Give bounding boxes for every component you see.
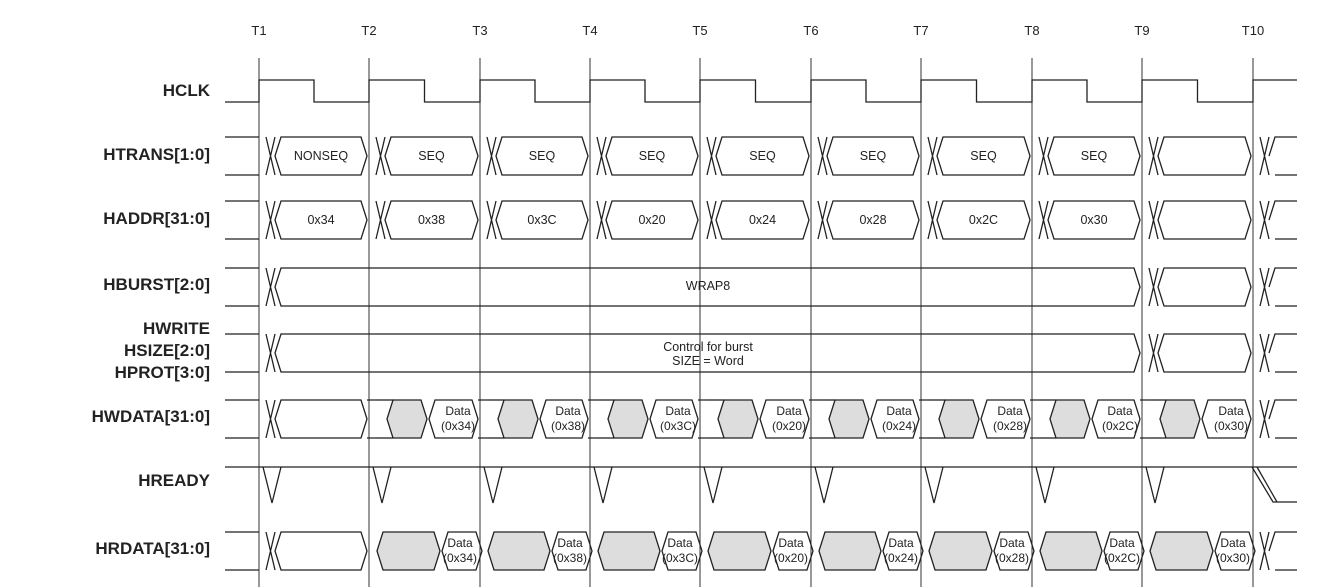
hready-pulse-4 — [594, 467, 612, 503]
hrdata-tail — [1269, 532, 1297, 570]
ctrl-x-9 — [1149, 334, 1158, 372]
bus-lead-in — [225, 137, 259, 175]
haddr-x-6 — [818, 201, 827, 239]
hclk-waveform — [225, 80, 1297, 102]
signal-labels — [92, 81, 211, 558]
ctrl-x-1 — [266, 334, 275, 372]
ctrl-value-line1: Control for burst — [663, 340, 753, 354]
label-haddr: HADDR[31:0] — [103, 209, 210, 228]
hready-pulse-3 — [484, 467, 502, 503]
hready-pulse-8 — [1036, 467, 1054, 503]
bus-lead-in — [225, 400, 259, 438]
haddr-x-1 — [266, 201, 275, 239]
time-label-t3: T3 — [472, 23, 488, 38]
hburst-x-10 — [1260, 268, 1269, 306]
hburst-idle — [1158, 268, 1251, 306]
hwdata-addr-7: (0x2C) — [1101, 419, 1139, 433]
hready-fall-edge — [1257, 467, 1277, 502]
time-label-t7: T7 — [913, 23, 929, 38]
hrdata-label-4: Data — [778, 536, 804, 550]
hburst-x-9 — [1149, 268, 1158, 306]
haddr-tail — [1269, 201, 1297, 239]
label-hrdata: HRDATA[31:0] — [95, 539, 210, 558]
hwdata-addr-2: (0x38) — [550, 419, 586, 433]
ctrl-tail — [1269, 334, 1297, 372]
hwdata-transition-5 — [829, 400, 869, 438]
haddr-value-2: 0x38 — [417, 213, 446, 227]
label-hwrite: HWRITE — [142, 319, 210, 338]
time-label-t6: T6 — [803, 23, 819, 38]
label-hsize: HSIZE[2:0] — [124, 341, 210, 360]
haddr-x-7 — [928, 201, 937, 239]
hwdata-label-1: Data — [445, 404, 471, 418]
htrans-value-6: SEQ — [859, 149, 887, 163]
hrdata-addr-7: (0x2C) — [1103, 551, 1141, 565]
htrans-value-5: SEQ — [749, 149, 776, 163]
hrdata-waveform — [225, 532, 1297, 570]
time-label-t5: T5 — [692, 23, 708, 38]
htrans-value-2: SEQ — [418, 149, 445, 163]
htrans-value-3: SEQ — [528, 149, 556, 163]
hrdata-x-10 — [1260, 532, 1269, 570]
hwdata-x-1 — [266, 400, 275, 438]
hrdata-transition-1 — [377, 532, 440, 570]
haddr-x-4 — [597, 201, 606, 239]
label-hprot: HPROT[3:0] — [114, 363, 210, 382]
hrdata-label-8: Data — [1220, 536, 1246, 550]
hrdata-addr-4: (0x20) — [773, 551, 809, 565]
label-hready: HREADY — [138, 471, 210, 490]
htrans-idle — [1158, 137, 1251, 175]
hrdata-addr-5: (0x24) — [883, 551, 919, 565]
hclk-wave — [225, 80, 1297, 102]
time-label-t9: T9 — [1134, 23, 1150, 38]
haddr-waveform — [225, 201, 1297, 239]
hwdata-addr-4: (0x20) — [771, 419, 807, 433]
hwdata-label-3: Data — [665, 404, 691, 418]
hwdata-label-4: Data — [776, 404, 802, 418]
ctrl-x-10 — [1260, 334, 1269, 372]
hburst-x-1 — [266, 268, 275, 306]
haddr-value-8: 0x30 — [1080, 213, 1108, 227]
hready-pulse-7 — [925, 467, 943, 503]
hready-pulse-6 — [815, 467, 833, 503]
htrans-x-5 — [707, 137, 716, 175]
haddr-x-5 — [707, 201, 716, 239]
ctrl-idle — [1158, 334, 1251, 372]
hrdata-transition-6 — [929, 532, 992, 570]
hwdata-transition-3 — [608, 400, 648, 438]
hwdata-transition-6 — [939, 400, 979, 438]
time-label-t2: T2 — [361, 23, 377, 38]
hrdata-label-6: Data — [999, 536, 1025, 550]
haddr-x-3 — [487, 201, 496, 239]
hwdata-addr-5: (0x24) — [881, 419, 917, 433]
hwdata-transition-7 — [1050, 400, 1090, 438]
hwdata-x-10 — [1260, 400, 1269, 438]
control-waveform — [225, 334, 1297, 372]
hrdata-label-7: Data — [1109, 536, 1135, 550]
haddr-x-2 — [376, 201, 385, 239]
hrdata-label-5: Data — [888, 536, 914, 550]
htrans-value-1: NONSEQ — [293, 149, 349, 163]
haddr-x-8 — [1039, 201, 1048, 239]
htrans-x-8 — [1039, 137, 1048, 175]
bus-lead-in — [225, 201, 259, 239]
hready-pulse-1 — [263, 467, 281, 503]
hrdata-label-2: Data — [557, 536, 583, 550]
hrdata-x-1 — [266, 532, 275, 570]
htrans-value-7: SEQ — [970, 149, 997, 163]
htrans-value-4: SEQ — [638, 149, 666, 163]
hwdata-transition-1 — [387, 400, 427, 438]
hrdata-transition-3 — [598, 532, 660, 570]
hrdata-transition-7 — [1040, 532, 1102, 570]
hrdata-transition-4 — [708, 532, 771, 570]
haddr-idle — [1158, 201, 1251, 239]
hrdata-transition-2 — [488, 532, 550, 570]
time-labels — [251, 23, 1264, 38]
haddr-x-10 — [1260, 201, 1269, 239]
time-label-t1: T1 — [251, 23, 267, 38]
haddr-value-7: 0x2C — [968, 213, 999, 227]
hwdata-label-8: Data — [1218, 404, 1244, 418]
htrans-value-8: SEQ — [1080, 149, 1108, 163]
hrdata-addr-1: (0x34) — [442, 551, 478, 565]
hrdata-label-1: Data — [447, 536, 473, 550]
hready-waveform — [225, 467, 1297, 503]
hwdata-transition-8 — [1160, 400, 1200, 438]
haddr-value-1: 0x34 — [307, 213, 335, 227]
hwdata-label-6: Data — [997, 404, 1023, 418]
hwdata-idle — [275, 400, 367, 438]
ctrl-value-line2: SIZE = Word — [672, 354, 744, 368]
hrdata-transition-8 — [1150, 532, 1213, 570]
htrans-x-10 — [1260, 137, 1269, 175]
label-hburst: HBURST[2:0] — [103, 275, 210, 294]
hwdata-addr-8: (0x30) — [1213, 419, 1249, 433]
hrdata-addr-6: (0x28) — [994, 551, 1030, 565]
label-htrans: HTRANS[1:0] — [103, 145, 210, 164]
htrans-x-1 — [266, 137, 275, 175]
time-label-t10: T10 — [1241, 23, 1265, 38]
time-label-t8: T8 — [1024, 23, 1040, 38]
htrans-x-6 — [818, 137, 827, 175]
haddr-value-6: 0x28 — [859, 213, 887, 227]
htrans-tail — [1269, 137, 1297, 175]
hwdata-addr-3: (0x3C) — [659, 419, 697, 433]
hready-pulse-2 — [373, 467, 391, 503]
htrans-waveform — [225, 137, 1297, 175]
label-hwdata: HWDATA[31:0] — [91, 407, 210, 426]
hburst-waveform — [225, 268, 1297, 306]
hrdata-addr-8: (0x30) — [1215, 551, 1251, 565]
hrdata-addr-3: (0x3C) — [661, 551, 699, 565]
hburst-value: WRAP8 — [685, 279, 731, 293]
htrans-x-4 — [597, 137, 606, 175]
hwdata-label-7: Data — [1107, 404, 1133, 418]
htrans-x-7 — [928, 137, 937, 175]
hwdata-transition-4 — [718, 400, 758, 438]
bus-lead-in — [225, 532, 259, 570]
hwdata-addr-1: (0x34) — [440, 419, 476, 433]
bus-lead-in — [225, 334, 259, 372]
haddr-x-9 — [1149, 201, 1158, 239]
htrans-x-3 — [487, 137, 496, 175]
hready-pulse-5 — [704, 467, 722, 503]
htrans-x-9 — [1149, 137, 1158, 175]
hwdata-waveform — [225, 400, 1297, 438]
hwdata-label-2: Data — [555, 404, 581, 418]
label-hclk: HCLK — [162, 81, 210, 100]
hrdata-addr-2: (0x38) — [552, 551, 588, 565]
bus-lead-in — [225, 268, 259, 306]
hwdata-addr-6: (0x28) — [992, 419, 1028, 433]
htrans-x-2 — [376, 137, 385, 175]
hrdata-label-3: Data — [667, 536, 693, 550]
hrdata-transition-5 — [819, 532, 881, 570]
haddr-value-4: 0x20 — [638, 213, 666, 227]
hrdata-idle — [275, 532, 367, 570]
hready-pulse-9 — [1146, 467, 1164, 503]
haddr-value-5: 0x24 — [748, 213, 777, 227]
hburst-tail — [1269, 268, 1297, 306]
haddr-value-3: 0x3C — [527, 213, 557, 227]
hwdata-tail — [1269, 400, 1297, 438]
hwdata-transition-2 — [498, 400, 538, 438]
hwdata-label-5: Data — [886, 404, 912, 418]
time-label-t4: T4 — [582, 23, 598, 38]
